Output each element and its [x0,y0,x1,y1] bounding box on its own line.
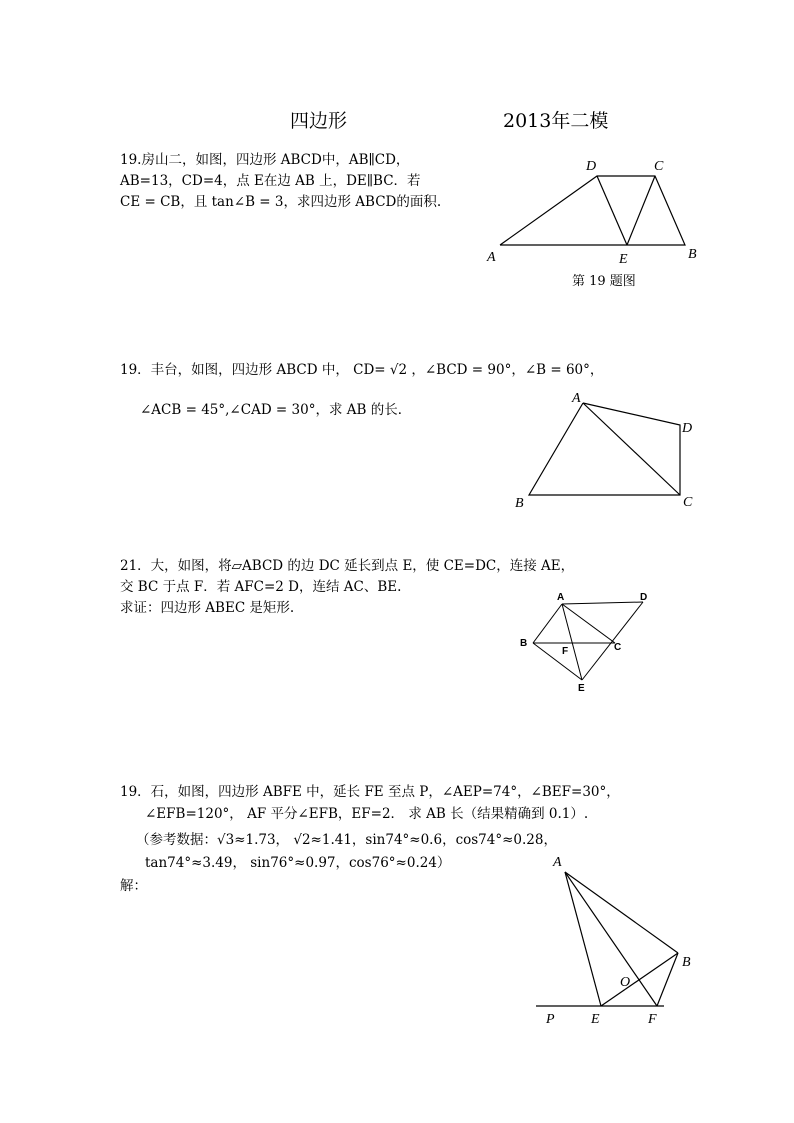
label-b: B [515,496,524,511]
label-d: D [640,592,648,603]
problem-4-line-3: （参考数据：√3≈1.73， √2≈1.41，sin74°≈0.6，cos74°≈0.28， [136,832,557,848]
problem-4-line-2: ∠EFB=120°， AF 平分∠EFB，EF=2． 求 AB 长（结果精确到 0.1）. [145,806,589,822]
section-title: 四边形 [290,110,348,132]
label-b: B [688,247,697,262]
label-b: B [520,638,528,649]
label-d: D [682,421,693,436]
label-a: A [487,250,496,265]
label-e: E [619,252,628,267]
problem-2-line-2: ∠ACB = 45°,∠CAD = 30°，求 AB 的长． [140,402,412,418]
label-a: A [572,391,581,406]
label-e: E [591,1012,600,1027]
label-f: F [648,1012,657,1027]
exam-title: 2013年二模 [503,110,609,132]
problem-4-line-4: tan74°≈3.49， sin76°≈0.97，cos76°≈0.24） [145,855,451,871]
problem-4-line-5: 解： [120,878,147,894]
label-e: E [578,683,585,694]
label-c: C [614,642,622,653]
label-o: O [620,975,631,990]
problem-3-line-2: 交 BC 于点 F．若 AFC=2 D，连结 AC、BE. [120,579,402,595]
problem-1-line-2: AB=13，CD=4，点 E在边 AB 上，DE∥BC．若 [120,173,421,189]
problem-3-line-3: 求证：四边形 ABEC 是矩形. [120,600,295,616]
label-f: F [562,646,569,657]
label-a: A [557,592,565,603]
segment-af [565,872,657,1006]
label-b: B [682,955,691,970]
problem-2-line-1: 19．丰台，如图，四边形 ABCD 中， CD= √2 ，∠BCD = 90°，∠B = 60°， [120,362,604,378]
figure-19-caption: 第 19 题图 [572,274,636,289]
segment-ab [565,872,678,953]
label-p: P [546,1012,555,1027]
label-c: C [654,159,664,174]
segment-ae [565,872,601,1006]
problem-1-line-3: CE = CB，且 tan∠B = 3，求四边形 ABCD的面积. [120,194,442,210]
label-d: D [586,159,597,174]
label-c: C [683,495,693,510]
problem-4-line-1: 19．石，如图，四边形 ABFE 中，延长 FE 至点 P，∠AEP=74°，∠BEF=30°， [120,784,620,800]
problem-1-line-1: 19.房山二，如图，四边形 ABCD中，AB∥CD， [120,152,410,168]
problem-3-line-1: 21．大，如图，将▱ABCD 的边 DC 延长到点 E，使 CE=DC，连接 AE， [120,558,575,574]
label-a: A [553,855,562,870]
